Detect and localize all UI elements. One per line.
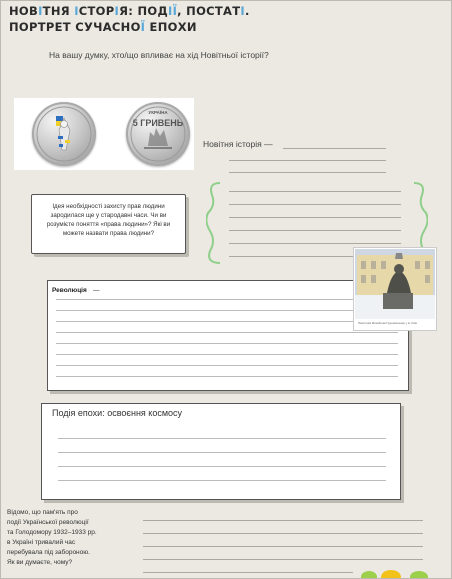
revolution-label: Революція	[52, 287, 87, 294]
commemorative-coin-reverse	[126, 102, 190, 166]
monument-photo	[353, 247, 437, 331]
answer-line[interactable]	[143, 572, 353, 573]
human-rights-question: Ідея необхідності захисту прав людини зародилася ще у стародавні часи. Чи ви розумієте поняття «права людини»? Які ви можете назвати права людини?	[46, 203, 171, 237]
photo-caption: Пам'ятник Михайлові Грушевському у м. Київ	[358, 321, 417, 325]
answer-line[interactable]	[56, 365, 398, 366]
answer-line[interactable]	[229, 243, 401, 244]
answer-line[interactable]	[56, 299, 398, 300]
answer-line[interactable]	[58, 466, 386, 467]
space-event-answer-box	[41, 403, 401, 500]
answer-line[interactable]	[143, 533, 423, 534]
answer-line[interactable]	[56, 332, 398, 333]
answer-line[interactable]	[229, 204, 401, 205]
coin-country-text: УКРАЇНА	[148, 110, 168, 115]
human-rights-question-box	[31, 194, 186, 254]
answer-line[interactable]	[229, 230, 401, 231]
answer-line[interactable]	[56, 321, 398, 322]
answer-line[interactable]	[229, 217, 401, 218]
modern-history-label: Новітня історія —	[203, 139, 273, 149]
intro-question: На вашу думку, хто/що впливає на хід Новітньої історії?	[49, 50, 269, 60]
answer-line[interactable]	[283, 148, 386, 149]
answer-line[interactable]	[229, 191, 401, 192]
answer-line[interactable]	[58, 438, 386, 439]
commemorative-coin-obverse	[32, 102, 96, 166]
answer-line[interactable]	[56, 343, 398, 344]
answer-line[interactable]	[229, 160, 386, 161]
space-event-label: Подія епохи: освоєння космосу	[52, 408, 183, 418]
revolution-dash: —	[93, 287, 100, 294]
decorative-blobs	[359, 567, 439, 578]
answer-line[interactable]	[143, 546, 423, 547]
answer-line[interactable]	[58, 480, 386, 481]
answer-line[interactable]	[143, 559, 423, 560]
coin-value-text: 5 ГРИВЕНЬ	[132, 118, 184, 128]
answer-line[interactable]	[229, 172, 386, 173]
memory-ban-question: Відомо, що пам'ять про події Української революції та Голодомору 1932–1933 рр. в Україні тривалий час перебувала під забороною. Як ви думаєте, чому?	[7, 509, 97, 566]
answer-line[interactable]	[56, 310, 398, 311]
answer-line[interactable]	[56, 376, 398, 377]
answer-line[interactable]	[56, 354, 398, 355]
answer-line[interactable]	[143, 520, 423, 521]
page-title: НОВІТНЯ ІСТОРІЯ: ПОДІЇ, ПОСТАТІ. ПОРТРЕТ СУЧАСНОЇ ЕПОХИ	[9, 4, 250, 34]
coin-image-panel	[14, 98, 194, 170]
answer-line[interactable]	[58, 452, 386, 453]
